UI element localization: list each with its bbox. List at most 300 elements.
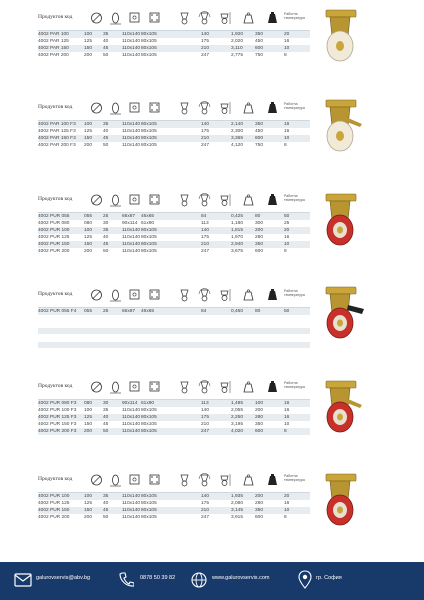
spec-cell	[163, 142, 201, 149]
temperature-note: Работна температура	[284, 12, 305, 20]
spec-cell: 8	[284, 514, 310, 521]
product-code-cell: 4002 PUR 150	[38, 507, 84, 514]
product-code-cell: 4002 PAR 200	[38, 52, 84, 59]
spec-cell: 45	[103, 135, 122, 142]
table-row	[38, 121, 310, 128]
spec-cell: 1,815	[231, 227, 255, 234]
spec-cell: 80х105	[141, 421, 163, 428]
temperature-note: Работна температура	[284, 381, 305, 389]
spec-cell: 175	[201, 234, 231, 241]
footer-website[interactable]: www.galurovservis.com	[212, 575, 270, 581]
spec-cell: 40	[103, 414, 122, 421]
footer-email[interactable]: galurovservis@abv.bg	[36, 575, 91, 581]
spec-cell: 50	[284, 308, 310, 315]
spec-cell	[163, 421, 201, 428]
spec-cell: 247	[201, 52, 231, 59]
product-code-cell: 4002 PUR 125 F3	[38, 414, 84, 421]
spec-cell: 1,485	[231, 400, 255, 407]
spec-cell: 16	[284, 38, 310, 45]
spec-table	[38, 400, 310, 435]
spec-cell: 200	[84, 142, 103, 149]
spec-cell: 600	[255, 248, 284, 255]
spec-cell: 110х140	[122, 39, 141, 44]
spec-cell	[163, 507, 201, 514]
caster-photo-white-wheel-brake	[312, 96, 368, 154]
spec-cell: 80х105	[141, 31, 163, 38]
load-capacity-icon	[266, 380, 279, 394]
spec-cell: 110х140	[122, 242, 141, 247]
spec-cell: 35	[103, 493, 122, 500]
spec-cell	[163, 213, 201, 220]
spec-cell	[163, 400, 201, 407]
table-row	[38, 248, 310, 255]
table-row	[38, 308, 310, 315]
spec-cell	[163, 128, 201, 135]
spec-cell: 125	[84, 38, 103, 45]
spec-cell: 150	[84, 135, 103, 142]
spec-cell	[163, 407, 201, 414]
product-code-cell: 4002 PUR 100	[38, 493, 84, 500]
wheel-diameter-icon	[90, 193, 103, 207]
product-code-heading: Продуктов код	[38, 383, 73, 389]
spec-cell: 16	[284, 414, 310, 421]
table-row	[38, 407, 310, 414]
spec-cell: 16	[284, 407, 310, 414]
product-code-cell: 4002 PAR 125	[38, 38, 84, 45]
table-row	[38, 52, 310, 59]
spec-cell: 0,460	[231, 308, 255, 315]
spec-cell: 110х140	[122, 422, 141, 427]
temperature-note: Работна температура	[284, 102, 305, 110]
spec-cell: 80х105	[141, 234, 163, 241]
spec-cell: 3,195	[231, 421, 255, 428]
spec-cell: 1,920	[231, 31, 255, 38]
spec-cell: 113	[201, 220, 231, 227]
spec-cell: 140	[201, 121, 231, 128]
spec-cell: 140	[201, 31, 231, 38]
product-code-cell: 4002 PUR 080	[38, 220, 84, 227]
swivel-icon	[198, 288, 211, 302]
product-code-cell: 4002 PAR 100	[38, 31, 84, 38]
spec-cell	[163, 500, 201, 507]
product-code-cell: 4002 PUR 125	[38, 500, 84, 507]
spec-cell: 210	[201, 45, 231, 52]
table-row	[38, 241, 310, 248]
product-code-cell: 4002 PUR 080 F3	[38, 400, 84, 407]
spec-table	[38, 493, 310, 521]
spec-cell: 100	[255, 400, 284, 407]
product-table-section	[38, 190, 310, 255]
spec-cell: 46х65	[141, 308, 163, 315]
spec-cell: 3,145	[231, 507, 255, 514]
table-row	[38, 142, 310, 149]
product-code-heading: Продуктов код	[38, 476, 73, 482]
spec-cell: 110х140	[122, 143, 141, 148]
spec-cell: 110х140	[122, 235, 141, 240]
spec-cell: 2,080	[231, 500, 255, 507]
spec-cell: 80х105	[141, 52, 163, 59]
load-capacity-icon	[266, 101, 279, 115]
product-code-cell: 4002 PUR 150 F3	[38, 421, 84, 428]
spec-cell: 90х114	[122, 220, 141, 227]
spec-cell: 750	[255, 142, 284, 149]
spec-cell: 8	[284, 428, 310, 435]
product-code-heading: Продуктов код	[38, 14, 73, 20]
product-code-cell: 4002 PUR 200	[38, 514, 84, 521]
spec-cell: 66х87	[122, 213, 141, 220]
caster-photo-red-wheel-brake	[312, 283, 368, 341]
temperature-note: Работна температура	[284, 194, 305, 202]
spec-cell: 20	[284, 227, 310, 234]
wheel-diameter-icon	[90, 101, 103, 115]
spec-cell: 3,675	[231, 248, 255, 255]
height-icon	[218, 193, 231, 207]
product-code-cell: 4002 PUR 055 F4	[38, 308, 84, 315]
spec-cell: 140	[201, 227, 231, 234]
spec-cell	[163, 234, 201, 241]
product-table-section	[38, 285, 310, 315]
spec-cell: 450	[255, 128, 284, 135]
spec-cell: 8	[284, 52, 310, 59]
product-table-section	[38, 8, 310, 59]
table-row	[38, 213, 310, 220]
spec-cell: 140	[201, 493, 231, 500]
spec-cell: 110х140	[122, 228, 141, 233]
spec-cell: 200	[84, 514, 103, 521]
wheel-width-icon	[109, 101, 122, 115]
spec-cell: 110х140	[122, 501, 141, 506]
product-code-heading: Продуктов код	[38, 196, 73, 202]
spec-cell: 66х87	[122, 308, 141, 315]
spec-cell: 110х140	[122, 249, 141, 254]
footer-phone[interactable]: 0878 50 39 82	[140, 575, 176, 581]
table-row	[38, 135, 310, 142]
spec-cell: 16	[284, 121, 310, 128]
offset-icon	[178, 101, 191, 115]
spec-cell: 10	[284, 135, 310, 142]
spec-cell: 20	[284, 31, 310, 38]
spec-cell: 110х140	[122, 494, 141, 499]
phone-icon	[118, 571, 134, 589]
spec-cell: 150	[84, 45, 103, 52]
spec-cell: 280	[255, 500, 284, 507]
spec-cell	[163, 52, 201, 59]
spec-cell: 2,940	[231, 241, 255, 248]
spec-cell: 247	[201, 142, 231, 149]
spec-cell: 350	[255, 507, 284, 514]
spec-cell: 80х105	[141, 414, 163, 421]
spec-cell: 280	[255, 234, 284, 241]
height-icon	[218, 101, 231, 115]
spec-cell: 45	[103, 421, 122, 428]
height-icon	[218, 380, 231, 394]
spec-cell: 20	[284, 493, 310, 500]
table-row	[38, 400, 310, 407]
spec-cell: 100	[84, 227, 103, 234]
spec-cell	[163, 227, 201, 234]
spec-cell: 84	[201, 308, 231, 315]
spec-cell: 50	[284, 213, 310, 220]
spec-cell: 40	[103, 500, 122, 507]
spec-cell: 600	[255, 45, 284, 52]
spec-cell	[163, 135, 201, 142]
spec-cell	[163, 121, 201, 128]
spec-cell: 055	[84, 213, 103, 220]
plate-size-icon	[128, 11, 141, 25]
spec-cell: 350	[255, 421, 284, 428]
spec-cell	[163, 31, 201, 38]
spec-cell: 50	[103, 514, 122, 521]
spec-cell: 350	[255, 31, 284, 38]
spec-cell: 46х65	[141, 213, 163, 220]
spec-cell	[163, 514, 201, 521]
plate-size-icon	[128, 288, 141, 302]
wheel-diameter-icon	[90, 380, 103, 394]
table-row	[38, 227, 310, 234]
table-row	[38, 220, 310, 227]
table-header	[38, 470, 310, 493]
table-row	[38, 493, 310, 500]
spec-cell: 450	[255, 38, 284, 45]
height-icon	[218, 473, 231, 487]
wheel-width-icon	[109, 288, 122, 302]
spec-cell: 110х140	[122, 429, 141, 434]
spec-cell: 247	[201, 248, 231, 255]
swivel-icon	[198, 193, 211, 207]
spec-cell	[163, 38, 201, 45]
spec-table	[38, 121, 310, 149]
spec-cell: 25	[284, 220, 310, 227]
temperature-note: Работна температура	[284, 289, 305, 297]
spec-cell: 80х105	[141, 241, 163, 248]
spec-cell: 600	[255, 514, 284, 521]
plate-size-icon	[128, 101, 141, 115]
spec-cell: 150	[84, 241, 103, 248]
caster-photo-red-wheel-brake-2	[312, 377, 368, 435]
spec-cell: 350	[255, 121, 284, 128]
offset-icon	[178, 380, 191, 394]
spec-cell: 300	[255, 220, 284, 227]
spec-cell	[163, 45, 201, 52]
spec-cell: 2,775	[231, 52, 255, 59]
spec-cell: 80х105	[141, 38, 163, 45]
spec-cell	[163, 428, 201, 435]
product-code-heading: Продуктов код	[38, 291, 73, 297]
empty-row-bar	[38, 328, 310, 334]
spec-cell: 35	[103, 121, 122, 128]
spec-cell: 750	[255, 52, 284, 59]
product-code-cell: 4002 PUR 150	[38, 241, 84, 248]
spec-cell: 80х105	[141, 428, 163, 435]
spec-cell: 80х105	[141, 135, 163, 142]
location-pin-icon	[298, 570, 312, 590]
weight-icon	[242, 11, 255, 25]
spec-cell: 61х90	[141, 220, 163, 227]
wheel-diameter-icon	[90, 473, 103, 487]
spec-cell: 200	[255, 493, 284, 500]
spec-cell: 110х140	[122, 122, 141, 127]
spec-cell: 350	[255, 241, 284, 248]
table-header	[38, 285, 310, 308]
product-code-cell: 4002 PUR 200	[38, 248, 84, 255]
spec-cell: 3,915	[231, 514, 255, 521]
spec-cell: 50	[103, 428, 122, 435]
spec-cell: 80х105	[141, 142, 163, 149]
product-code-cell: 4002 PAR 100 F3	[38, 121, 84, 128]
spec-cell: 8	[284, 248, 310, 255]
spec-cell: 100	[84, 31, 103, 38]
weight-icon	[242, 288, 255, 302]
spec-cell: 80х105	[141, 493, 163, 500]
height-icon	[218, 11, 231, 25]
wheel-diameter-icon	[90, 288, 103, 302]
table-header	[38, 190, 310, 213]
spec-cell: 2,055	[231, 407, 255, 414]
spec-cell	[163, 248, 201, 255]
load-capacity-icon	[266, 473, 279, 487]
table-row	[38, 500, 310, 507]
caster-photo-red-wheel	[312, 190, 368, 248]
table-header	[38, 8, 310, 31]
table-row	[38, 38, 310, 45]
spec-cell: 175	[201, 128, 231, 135]
caster-photo-red-wheel-2	[312, 470, 368, 528]
product-code-cell: 4002 PAR 200 F3	[38, 142, 84, 149]
table-row	[38, 514, 310, 521]
spec-cell: 16	[284, 128, 310, 135]
table-row	[38, 421, 310, 428]
spec-table	[38, 31, 310, 59]
spec-cell: 247	[201, 428, 231, 435]
product-code-cell: 4002 PAR 150	[38, 45, 84, 52]
spec-cell: 0,425	[231, 213, 255, 220]
spec-table	[38, 308, 310, 315]
spec-cell: 10	[284, 507, 310, 514]
spec-cell: 100	[84, 407, 103, 414]
spec-cell: 200	[84, 52, 103, 59]
table-header	[38, 98, 310, 121]
spec-cell: 600	[255, 428, 284, 435]
spec-cell: 16	[284, 500, 310, 507]
spec-cell: 4,120	[231, 142, 255, 149]
spec-cell: 45	[103, 241, 122, 248]
plate-size-icon	[128, 193, 141, 207]
spec-cell: 2,020	[231, 38, 255, 45]
spec-cell: 30	[103, 400, 122, 407]
spec-cell: 1,970	[231, 234, 255, 241]
spec-cell: 210	[201, 135, 231, 142]
product-table-section	[38, 377, 310, 435]
spec-table	[38, 213, 310, 255]
spec-cell: 200	[84, 248, 103, 255]
globe-icon	[190, 571, 208, 589]
hole-spacing-icon	[148, 193, 161, 207]
product-code-heading: Продуктов код	[38, 104, 73, 110]
spec-cell: 80х105	[141, 514, 163, 521]
table-row	[38, 414, 310, 421]
spec-cell: 40	[103, 128, 122, 135]
spec-cell: 100	[84, 493, 103, 500]
spec-cell: 175	[201, 38, 231, 45]
email-icon	[14, 572, 32, 588]
spec-cell: 600	[255, 135, 284, 142]
spec-cell: 200	[84, 428, 103, 435]
spec-cell: 80х105	[141, 45, 163, 52]
wheel-width-icon	[109, 193, 122, 207]
plate-size-icon	[128, 473, 141, 487]
offset-icon	[178, 11, 191, 25]
spec-cell: 2,300	[231, 128, 255, 135]
spec-cell: 16	[284, 400, 310, 407]
spec-cell: 40	[103, 234, 122, 241]
spec-cell: 3,110	[231, 45, 255, 52]
spec-cell: 80х105	[141, 500, 163, 507]
spec-cell: 2,250	[231, 414, 255, 421]
hole-spacing-icon	[148, 473, 161, 487]
product-code-cell: 4002 PUR 125	[38, 234, 84, 241]
swivel-icon	[198, 473, 211, 487]
spec-cell: 080	[84, 400, 103, 407]
spec-cell: 35	[103, 31, 122, 38]
spec-cell	[163, 414, 201, 421]
spec-cell: 80х105	[141, 407, 163, 414]
spec-cell: 50	[103, 248, 122, 255]
spec-cell: 125	[84, 414, 103, 421]
spec-cell: 110х140	[122, 53, 141, 58]
height-icon	[218, 288, 231, 302]
spec-cell: 80	[255, 308, 284, 315]
spec-cell	[163, 241, 201, 248]
offset-icon	[178, 288, 191, 302]
table-row	[38, 45, 310, 52]
spec-cell: 125	[84, 500, 103, 507]
spec-cell: 110х140	[122, 415, 141, 420]
temperature-note: Работна температура	[284, 474, 305, 482]
spec-cell: 84	[201, 213, 231, 220]
footer-city: гр. София	[316, 575, 342, 581]
spec-cell: 200	[255, 407, 284, 414]
spec-cell: 80	[255, 213, 284, 220]
spec-cell: 110х140	[122, 408, 141, 413]
plate-size-icon	[128, 380, 141, 394]
spec-cell: 150	[84, 507, 103, 514]
table-row	[38, 128, 310, 135]
hole-spacing-icon	[148, 288, 161, 302]
spec-cell	[163, 308, 201, 315]
weight-icon	[242, 101, 255, 115]
spec-cell: 80х105	[141, 248, 163, 255]
spec-cell	[163, 493, 201, 500]
product-code-cell: 4002 PUR 100 F3	[38, 407, 84, 414]
spec-cell: 125	[84, 128, 103, 135]
spec-cell: 1,935	[231, 493, 255, 500]
spec-cell: 80х105	[141, 227, 163, 234]
spec-cell: 35	[103, 227, 122, 234]
spec-cell	[163, 220, 201, 227]
spec-cell: 90х114	[122, 400, 141, 407]
table-row	[38, 507, 310, 514]
spec-cell: 210	[201, 507, 231, 514]
spec-cell: 50	[103, 142, 122, 149]
spec-cell: 175	[201, 414, 231, 421]
product-code-cell: 4002 PAR 125 F3	[38, 128, 84, 135]
table-row	[38, 428, 310, 435]
offset-icon	[178, 193, 191, 207]
spec-cell: 140	[201, 407, 231, 414]
spec-cell: 10	[284, 45, 310, 52]
spec-cell: 110х140	[122, 32, 141, 37]
table-row	[38, 31, 310, 38]
